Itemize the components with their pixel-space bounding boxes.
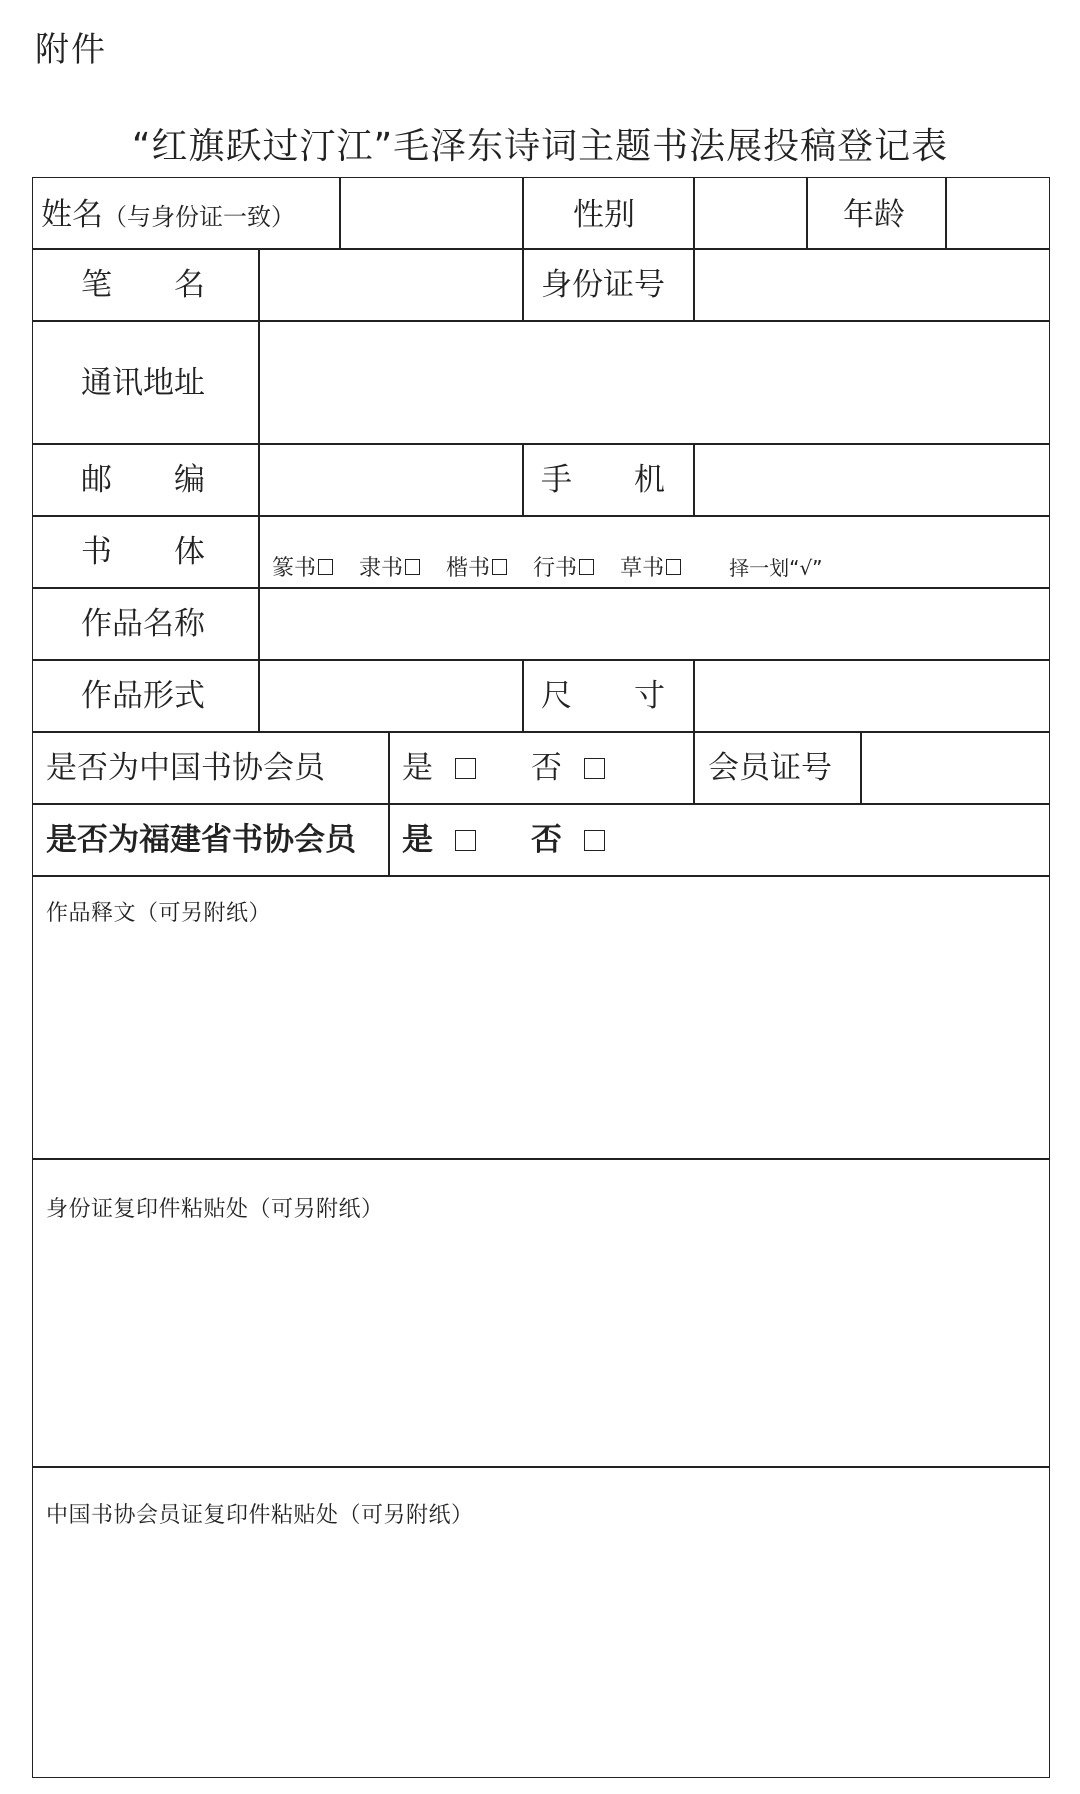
col-divider: [693, 443, 695, 515]
col-divider: [860, 731, 862, 803]
col-divider: [693, 659, 695, 731]
checkbox-icon[interactable]: [579, 559, 594, 575]
script-hint: 择一划“√”: [729, 556, 823, 580]
checkbox-icon[interactable]: [492, 559, 507, 575]
fujian-member-choice: [402, 822, 605, 858]
row-divider: [33, 443, 1049, 445]
postcode-label: 邮 编: [81, 462, 205, 498]
script-option-seal[interactable]: 篆书: [272, 551, 333, 582]
script-option-running[interactable]: 行书: [533, 551, 594, 582]
id-number-label: 身份证号: [541, 267, 665, 303]
script-label: 书 体: [81, 534, 205, 570]
col-divider: [522, 178, 524, 248]
checkbox-icon[interactable]: [405, 559, 420, 575]
phone-label: 手 机: [541, 462, 665, 498]
col-divider: [339, 178, 341, 248]
row-divider: [33, 248, 1049, 250]
row-divider: [33, 1158, 1049, 1160]
name-note: （与身份证一致）: [103, 203, 295, 231]
fujian-member-label: 是否为福建省书协会员: [46, 822, 356, 858]
name-label: 姓名（与身份证一致）: [41, 197, 295, 233]
cca-yes-option[interactable]: 是: [402, 753, 476, 784]
member-copy-note: 中国书协会员证复印件粘贴处（可另附纸）: [46, 1503, 474, 1528]
size-label: 尺 寸: [541, 678, 665, 714]
fujian-yes-option[interactable]: 是: [402, 825, 476, 856]
registration-form: [32, 177, 1050, 1778]
row-divider: [33, 803, 1049, 805]
form-title: “红旗跃过汀江”毛泽东诗词主题书法展投稿登记表: [131, 126, 949, 167]
checkbox-icon[interactable]: [455, 830, 476, 851]
col-divider: [258, 248, 260, 731]
gender-label: 性别: [573, 197, 635, 233]
member-no-label: 会员证号: [708, 750, 832, 786]
col-divider: [522, 248, 524, 320]
col-divider: [693, 248, 695, 320]
col-divider: [522, 443, 524, 515]
checkbox-icon[interactable]: [455, 758, 476, 779]
address-label: 通讯地址: [81, 365, 205, 401]
script-options: [272, 551, 823, 582]
pen-name-label: 笔 名: [81, 267, 205, 303]
col-divider: [945, 178, 947, 248]
script-option-cursive[interactable]: 草书: [620, 551, 681, 582]
row-divider: [33, 587, 1049, 589]
work-title-label: 作品名称: [81, 606, 205, 642]
age-label: 年龄: [843, 197, 905, 233]
checkbox-icon[interactable]: [584, 758, 605, 779]
col-divider: [522, 659, 524, 731]
row-divider: [33, 515, 1049, 517]
col-divider: [806, 178, 808, 248]
cca-no-option[interactable]: 否: [531, 753, 605, 784]
row-divider: [33, 731, 1049, 733]
cca-member-choice: [402, 750, 605, 786]
attachment-label: 附件: [35, 30, 107, 70]
id-copy-note: 身份证复印件粘贴处（可另附纸）: [46, 1197, 384, 1222]
checkbox-icon[interactable]: [666, 559, 681, 575]
row-divider: [33, 659, 1049, 661]
row-divider: [33, 1466, 1049, 1468]
row-divider: [33, 320, 1049, 322]
fujian-no-option[interactable]: 否: [531, 825, 605, 856]
checkbox-icon[interactable]: [584, 830, 605, 851]
script-option-clerical[interactable]: 隶书: [359, 551, 420, 582]
cca-member-label: 是否为中国书协会员: [46, 750, 325, 786]
text-note: 作品释文（可另附纸）: [46, 901, 272, 926]
col-divider: [388, 731, 390, 875]
work-format-label: 作品形式: [81, 678, 205, 714]
checkbox-icon[interactable]: [318, 559, 333, 575]
col-divider: [693, 178, 695, 248]
col-divider: [693, 731, 695, 803]
row-divider: [33, 875, 1049, 877]
script-option-regular[interactable]: 楷书: [446, 551, 507, 582]
